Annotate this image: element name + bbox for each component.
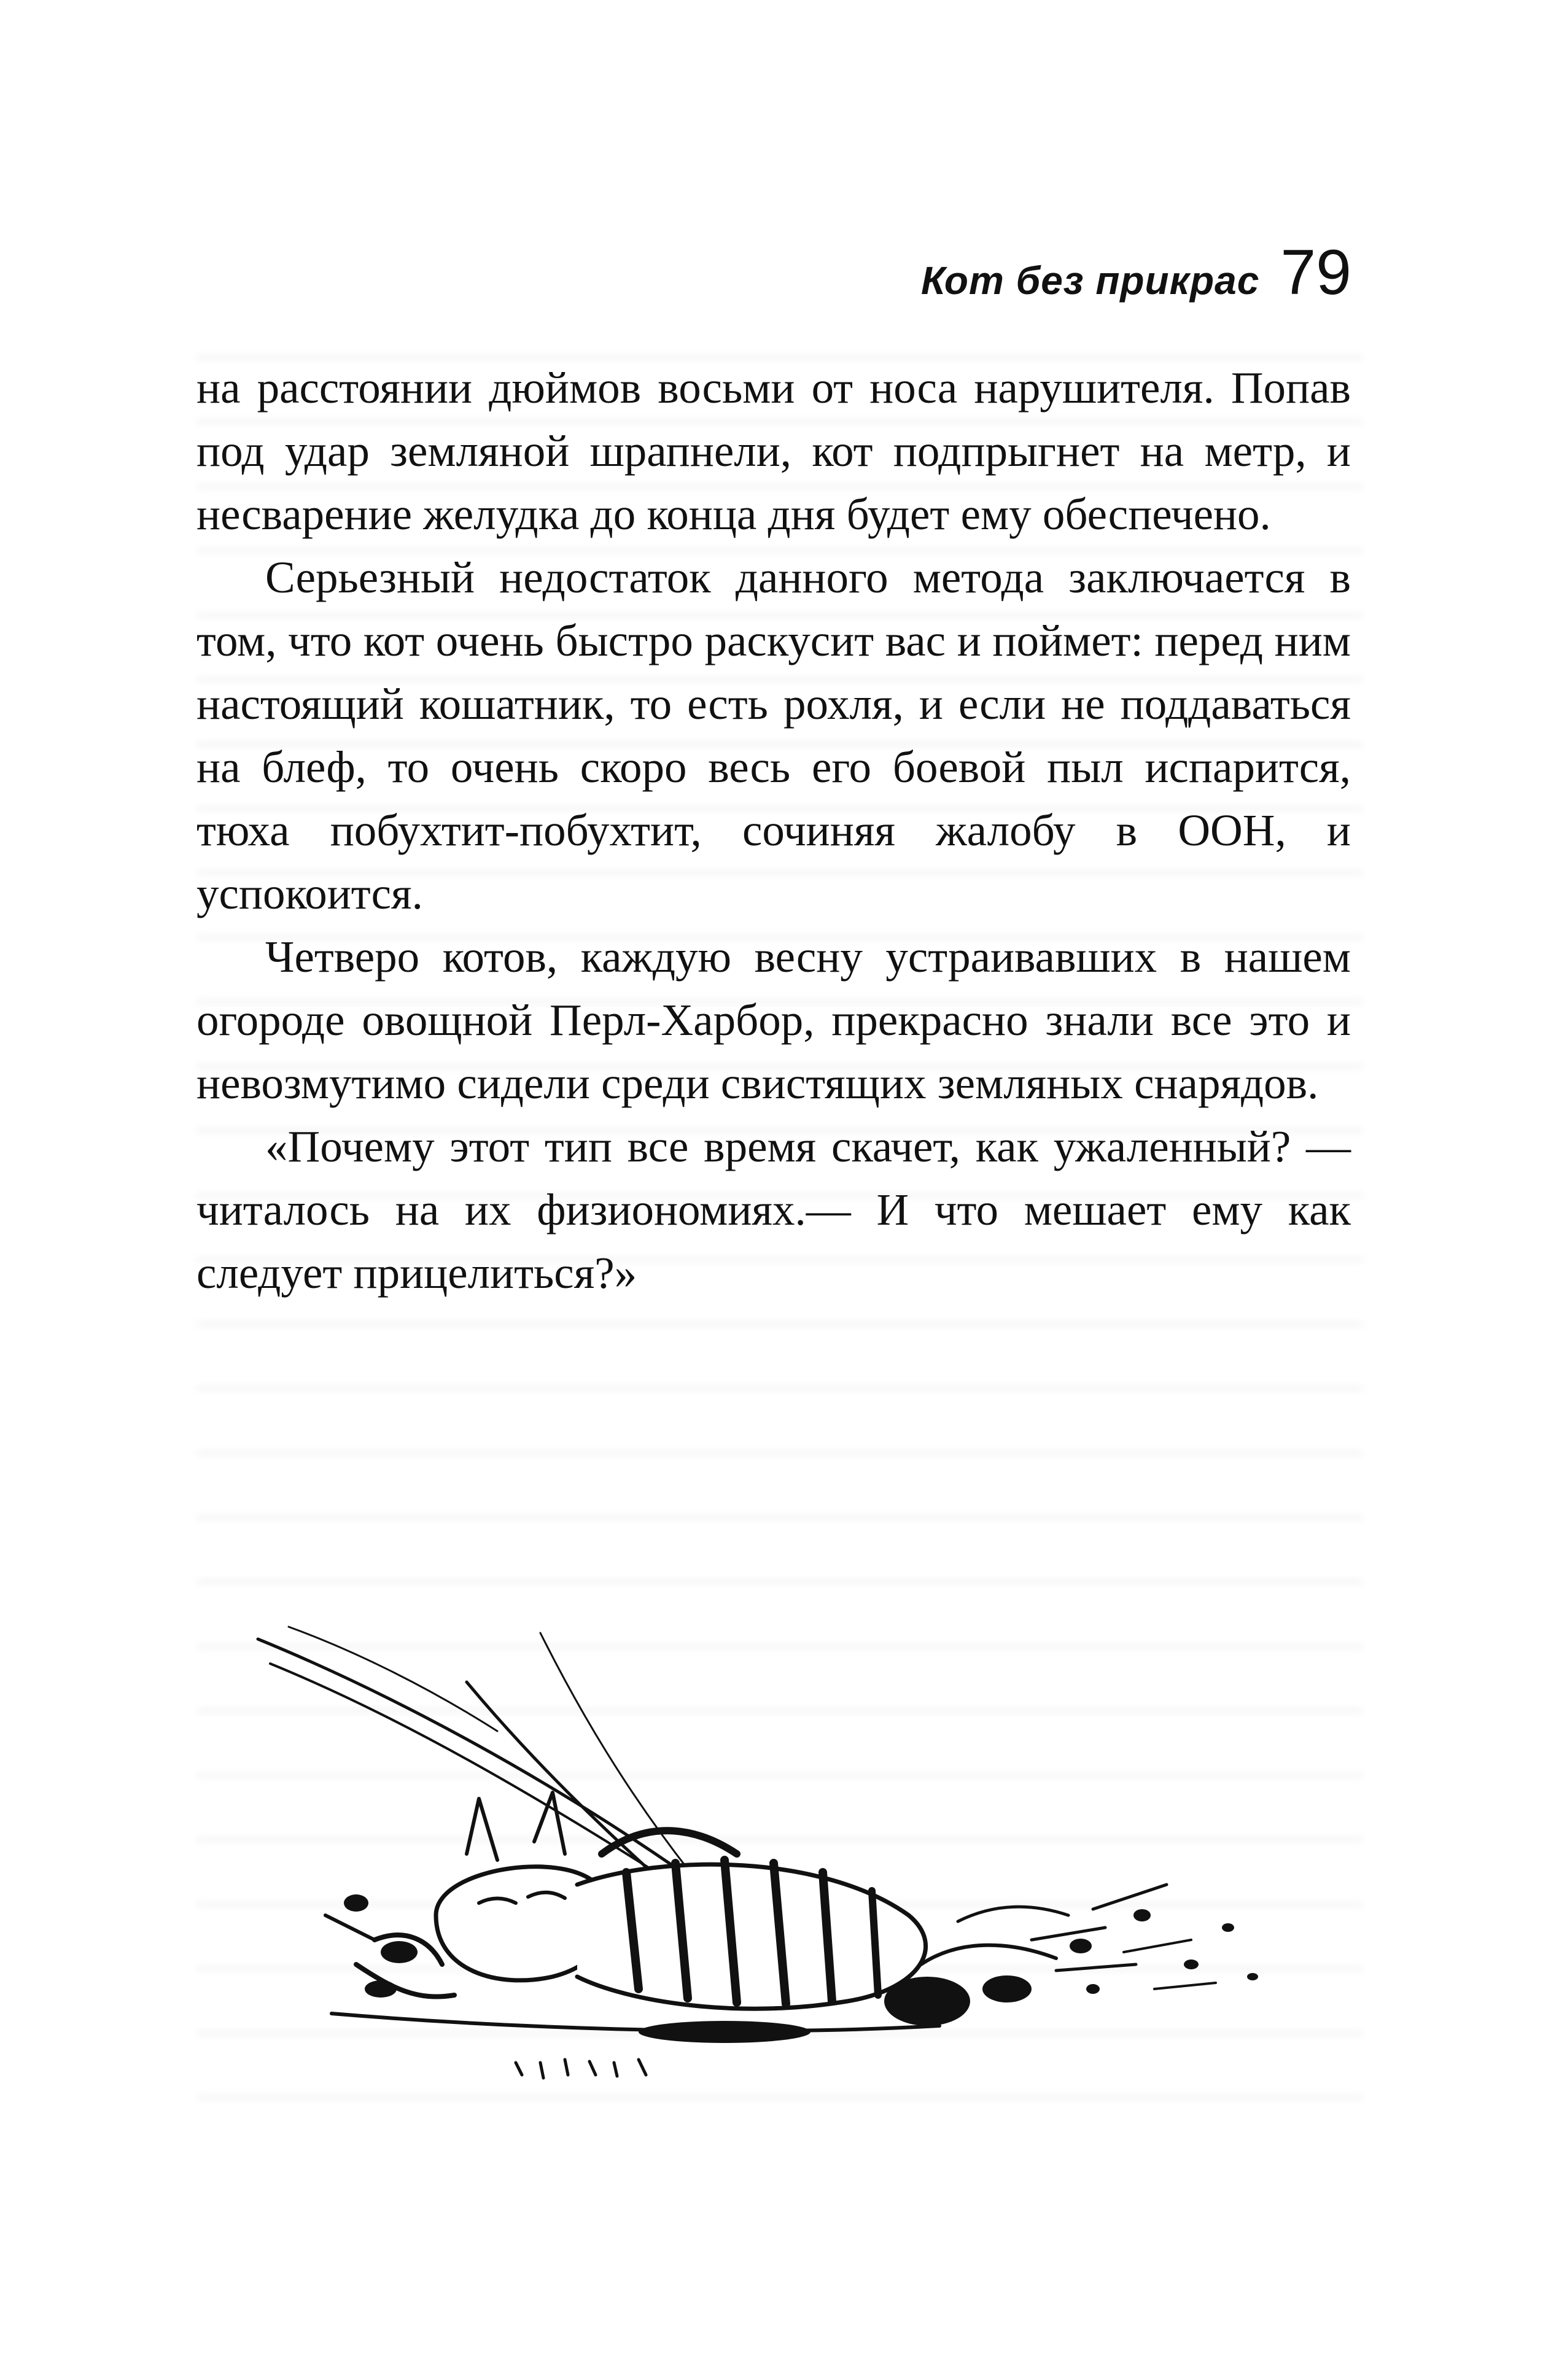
paragraph-3: Четверо котов, каждую весну устраивавших в нашем огороде овощной Перл-Харбор, прекрасно знали все это и невозмутимо сидели среди свистящих земляных снарядов. — [196, 932, 1351, 1108]
paragraph-1: на расстоянии дюймов восьми от носа нарушителя. Попав под удар земляной шрапнели, кот подпрыгнет на метр, и несварение желудка до конца дня будет ему обеспечено. — [196, 363, 1351, 539]
page-number: 79 — [1280, 237, 1351, 308]
body-text — [196, 356, 1351, 1304]
paragraph-2: Серьезный недостаток данного метода заключается в том, что кот очень быстро раскусит вас и поймет: перед ним настоящий кошатник, то есть рохля, и если не поддаваться на блеф, то очень скоро весь его боевой пыл испарится, тюха побухтит-побухтит, сочиняя жалобу в ООН, и успокоится. — [196, 552, 1351, 918]
running-head — [921, 236, 1351, 309]
paragraph-4: «Почему этот тип все время скачет, как ужаленный? — читалось на их физиономиях.— И что мешает ему как следует прицелиться?» — [196, 1122, 1351, 1298]
running-title: Кот без прикрас — [920, 258, 1260, 303]
cat-lying-in-dirt-drawing-icon — [233, 1596, 1314, 2149]
